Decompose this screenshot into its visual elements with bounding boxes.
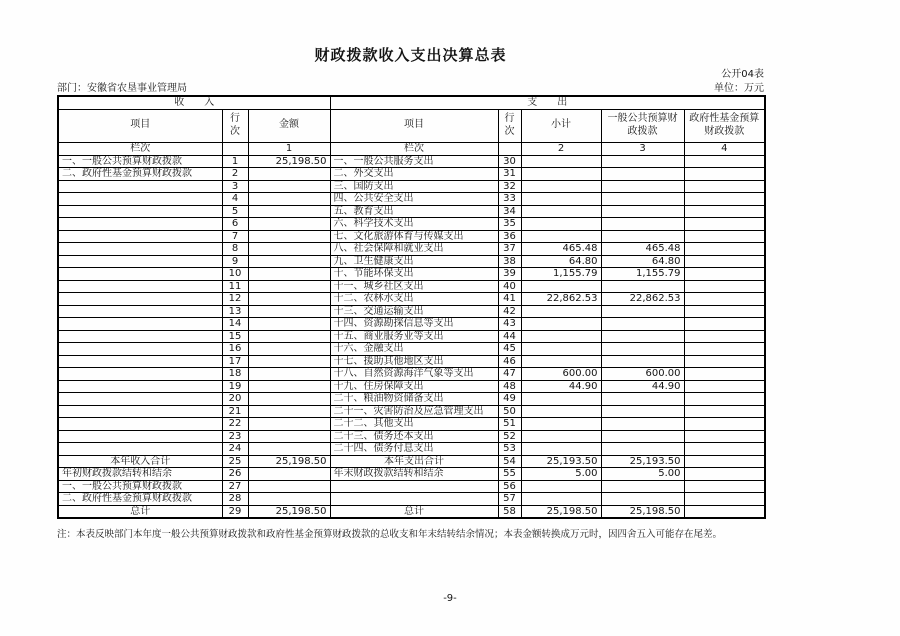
income-item-label	[58, 193, 222, 206]
expense-fund-budget-column-header: 政府性基金预算财政拨款	[684, 109, 765, 142]
table-row	[58, 443, 765, 456]
income-amount: 25,198.50	[248, 455, 330, 468]
income-item-label	[58, 280, 222, 293]
income-line-number: 16	[222, 343, 248, 356]
table-row	[58, 393, 765, 406]
income-amount	[248, 293, 330, 306]
income-amount	[248, 343, 330, 356]
income-item-column-header: 项目	[58, 109, 222, 142]
income-item-label	[58, 443, 222, 456]
income-line-column-header: 行次	[222, 109, 248, 142]
expense-general-budget-amount: 600.00	[601, 368, 684, 381]
income-item-label	[58, 230, 222, 243]
expense-subtotal	[521, 493, 601, 506]
income-amount	[248, 168, 330, 181]
table-row	[58, 343, 765, 356]
income-line-number: 10	[222, 268, 248, 281]
expense-subtotal	[521, 343, 601, 356]
table-header	[58, 96, 765, 155]
table-row	[58, 405, 765, 418]
unit-label: 单位：万元	[714, 83, 764, 94]
expense-line-number: 40	[498, 280, 521, 293]
income-line-number: 23	[222, 430, 248, 443]
expense-general-budget-amount: 465.48	[601, 243, 684, 256]
expense-item-label: 二十二、其他支出	[330, 418, 498, 431]
expense-subtotal	[521, 193, 601, 206]
table-row	[58, 280, 765, 293]
expense-general-budget-amount: 25,198.50	[601, 505, 684, 518]
expense-line-index-blank	[498, 142, 521, 155]
expense-column-index-label: 栏次	[330, 142, 498, 155]
expense-fund-budget-amount	[684, 230, 765, 243]
expense-fund-budget-amount	[684, 443, 765, 456]
expense-fund-budget-amount	[684, 493, 765, 506]
expense-subtotal	[521, 155, 601, 168]
expense-subtotal: 25,193.50	[521, 455, 601, 468]
income-amount: 25,198.50	[248, 505, 330, 518]
expense-line-number: 56	[498, 480, 521, 493]
income-amount	[248, 305, 330, 318]
table-row	[58, 430, 765, 443]
income-item-label	[58, 205, 222, 218]
income-item-label: 年初财政拨款结转和结余	[58, 468, 222, 481]
expense-fund-budget-amount	[684, 455, 765, 468]
expense-line-number: 43	[498, 318, 521, 331]
expense-subtotal	[521, 218, 601, 231]
income-amount	[248, 393, 330, 406]
income-amount	[248, 180, 330, 193]
expense-subtotal	[521, 280, 601, 293]
expense-line-number: 47	[498, 368, 521, 381]
income-amount-column-header: 金额	[248, 109, 330, 142]
expense-item-label: 十五、商业服务业等支出	[330, 330, 498, 343]
expense-fund-budget-amount	[684, 355, 765, 368]
expense-fund-budget-amount	[684, 180, 765, 193]
table-row	[58, 255, 765, 268]
income-line-number: 17	[222, 355, 248, 368]
income-item-label	[58, 268, 222, 281]
expense-general-budget-column-header: 一般公共预算财政拨款	[601, 109, 684, 142]
income-item-label	[58, 355, 222, 368]
income-item-label: 本年收入合计	[58, 455, 222, 468]
income-line-index-blank	[222, 142, 248, 155]
fund-budget-column-index: 4	[684, 142, 765, 155]
income-amount	[248, 380, 330, 393]
expense-item-label: 总计	[330, 505, 498, 518]
income-line-number: 1	[222, 155, 248, 168]
expense-item-label: 四、公共安全支出	[330, 193, 498, 206]
table-row	[58, 193, 765, 206]
expense-subtotal: 1,155.79	[521, 268, 601, 281]
expense-fund-budget-amount	[684, 293, 765, 306]
expense-fund-budget-amount	[684, 418, 765, 431]
expense-item-label	[330, 493, 498, 506]
expense-line-number: 51	[498, 418, 521, 431]
expense-subtotal-column-header: 小计	[521, 109, 601, 142]
income-amount	[248, 405, 330, 418]
income-amount	[248, 255, 330, 268]
expense-fund-budget-amount	[684, 405, 765, 418]
expense-fund-budget-amount	[684, 280, 765, 293]
income-item-label	[58, 243, 222, 256]
subtotal-column-index: 2	[521, 142, 601, 155]
table-row	[58, 480, 765, 493]
expense-general-budget-amount	[601, 343, 684, 356]
income-amount	[248, 430, 330, 443]
income-amount	[248, 268, 330, 281]
budget-table	[57, 95, 766, 519]
expense-fund-budget-amount	[684, 368, 765, 381]
income-amount	[248, 480, 330, 493]
expense-general-budget-amount	[601, 330, 684, 343]
department-label: 部门：安徽省农垦事业管理局	[57, 83, 187, 94]
income-item-label	[58, 343, 222, 356]
expense-item-label: 年末财政拨款结转和结余	[330, 468, 498, 481]
expense-general-budget-amount: 25,193.50	[601, 455, 684, 468]
expense-general-budget-amount: 64.80	[601, 255, 684, 268]
table-row	[58, 180, 765, 193]
income-item-label	[58, 393, 222, 406]
income-amount	[248, 493, 330, 506]
expense-line-number: 33	[498, 193, 521, 206]
table-row	[58, 205, 765, 218]
expense-subtotal: 64.80	[521, 255, 601, 268]
expense-item-column-header: 项目	[330, 109, 498, 142]
income-line-number: 14	[222, 318, 248, 331]
income-line-number: 18	[222, 368, 248, 381]
expense-item-label: 六、科学技术支出	[330, 218, 498, 231]
income-line-number: 8	[222, 243, 248, 256]
income-item-label: 一、一般公共预算财政拨款	[58, 480, 222, 493]
meta-line	[57, 82, 764, 95]
expense-general-budget-amount	[601, 443, 684, 456]
expense-line-number: 31	[498, 168, 521, 181]
expense-line-number: 36	[498, 230, 521, 243]
expense-item-label: 二十一、灾害防治及应急管理支出	[330, 405, 498, 418]
income-item-label	[58, 368, 222, 381]
expense-subtotal	[521, 405, 601, 418]
expense-general-budget-amount	[601, 280, 684, 293]
income-amount	[248, 468, 330, 481]
income-line-number: 9	[222, 255, 248, 268]
table-row	[58, 380, 765, 393]
expense-fund-budget-amount	[684, 243, 765, 256]
expense-general-budget-amount: 5.00	[601, 468, 684, 481]
income-item-label	[58, 305, 222, 318]
income-amount	[248, 230, 330, 243]
expense-subtotal	[521, 355, 601, 368]
expense-fund-budget-amount	[684, 155, 765, 168]
expense-general-budget-amount	[601, 155, 684, 168]
income-line-number: 20	[222, 393, 248, 406]
income-item-label	[58, 330, 222, 343]
table-body	[58, 155, 765, 518]
income-item-label: 二、政府性基金预算财政拨款	[58, 168, 222, 181]
expense-subtotal: 600.00	[521, 368, 601, 381]
income-item-label: 二、政府性基金预算财政拨款	[58, 493, 222, 506]
expense-item-label: 十二、农林水支出	[330, 293, 498, 306]
income-section-header: 收 入	[58, 96, 330, 109]
table-row	[58, 355, 765, 368]
expense-line-number: 55	[498, 468, 521, 481]
expense-subtotal: 44.90	[521, 380, 601, 393]
income-line-number: 11	[222, 280, 248, 293]
expense-line-number: 34	[498, 205, 521, 218]
table-row	[58, 268, 765, 281]
table-row	[58, 305, 765, 318]
income-line-number: 13	[222, 305, 248, 318]
expense-item-label: 二、外交支出	[330, 168, 498, 181]
expense-fund-budget-amount	[684, 505, 765, 518]
income-amount: 25,198.50	[248, 155, 330, 168]
expense-general-budget-amount: 44.90	[601, 380, 684, 393]
income-line-number: 12	[222, 293, 248, 306]
section-header-row	[58, 96, 765, 109]
expense-fund-budget-amount	[684, 255, 765, 268]
expense-subtotal	[521, 480, 601, 493]
expense-general-budget-amount: 1,155.79	[601, 268, 684, 281]
expense-subtotal	[521, 430, 601, 443]
expense-line-number: 39	[498, 268, 521, 281]
expense-fund-budget-amount	[684, 343, 765, 356]
income-amount	[248, 443, 330, 456]
expense-subtotal	[521, 443, 601, 456]
column-index-row	[58, 142, 765, 155]
expense-item-label: 十六、金融支出	[330, 343, 498, 356]
table-row	[58, 418, 765, 431]
table-row	[58, 330, 765, 343]
expense-item-label: 二十四、债务付息支出	[330, 443, 498, 456]
income-line-number: 22	[222, 418, 248, 431]
expense-line-number: 30	[498, 155, 521, 168]
expense-fund-budget-amount	[684, 430, 765, 443]
expense-fund-budget-amount	[684, 468, 765, 481]
expense-line-number: 32	[498, 180, 521, 193]
income-amount	[248, 318, 330, 331]
expense-fund-budget-amount	[684, 330, 765, 343]
income-item-label	[58, 255, 222, 268]
expense-item-label: 十一、城乡社区支出	[330, 280, 498, 293]
table-row	[58, 468, 765, 481]
expense-line-number: 44	[498, 330, 521, 343]
income-line-number: 3	[222, 180, 248, 193]
expense-line-number: 58	[498, 505, 521, 518]
income-item-label	[58, 418, 222, 431]
expense-line-number: 57	[498, 493, 521, 506]
expense-item-label: 三、国防支出	[330, 180, 498, 193]
income-line-number: 15	[222, 330, 248, 343]
income-item-label	[58, 405, 222, 418]
table-row	[58, 230, 765, 243]
expense-item-label: 一、一般公共服务支出	[330, 155, 498, 168]
expense-line-number: 37	[498, 243, 521, 256]
income-item-label	[58, 430, 222, 443]
income-item-label	[58, 218, 222, 231]
expense-line-number: 38	[498, 255, 521, 268]
table-row	[58, 455, 765, 468]
expense-line-number: 52	[498, 430, 521, 443]
expense-general-budget-amount	[601, 318, 684, 331]
expense-item-label: 十四、资源勘探信息等支出	[330, 318, 498, 331]
expense-fund-budget-amount	[684, 193, 765, 206]
general-budget-column-index: 3	[601, 142, 684, 155]
expense-line-column-header: 行次	[498, 109, 521, 142]
expense-subtotal	[521, 168, 601, 181]
expense-fund-budget-amount	[684, 393, 765, 406]
income-amount	[248, 355, 330, 368]
expense-item-label: 本年支出合计	[330, 455, 498, 468]
expense-fund-budget-amount	[684, 480, 765, 493]
expense-general-budget-amount	[601, 405, 684, 418]
expense-general-budget-amount	[601, 493, 684, 506]
expense-line-number: 54	[498, 455, 521, 468]
income-line-number: 25	[222, 455, 248, 468]
expense-subtotal	[521, 393, 601, 406]
expense-subtotal	[521, 230, 601, 243]
table-code-label: 公开04表	[721, 69, 764, 80]
income-line-number: 28	[222, 493, 248, 506]
income-amount	[248, 280, 330, 293]
table-row	[58, 168, 765, 181]
expense-general-budget-amount	[601, 230, 684, 243]
income-amount	[248, 218, 330, 231]
expense-line-number: 50	[498, 405, 521, 418]
expense-fund-budget-amount	[684, 318, 765, 331]
expense-general-budget-amount	[601, 355, 684, 368]
expense-fund-budget-amount	[684, 268, 765, 281]
expense-item-label: 十三、交通运输支出	[330, 305, 498, 318]
income-line-number: 6	[222, 218, 248, 231]
expense-fund-budget-amount	[684, 205, 765, 218]
income-line-number: 24	[222, 443, 248, 456]
expense-line-number: 48	[498, 380, 521, 393]
expense-general-budget-amount	[601, 193, 684, 206]
expense-general-budget-amount: 22,862.53	[601, 293, 684, 306]
table-row	[58, 155, 765, 168]
document-content	[57, 44, 764, 541]
expense-general-budget-amount	[601, 305, 684, 318]
table-row	[58, 493, 765, 506]
table-row	[58, 243, 765, 256]
expense-subtotal: 5.00	[521, 468, 601, 481]
expense-line-number: 45	[498, 343, 521, 356]
expense-item-label: 五、教育支出	[330, 205, 498, 218]
income-item-label	[58, 180, 222, 193]
income-line-number: 29	[222, 505, 248, 518]
expense-general-budget-amount	[601, 430, 684, 443]
income-line-number: 2	[222, 168, 248, 181]
income-amount	[248, 205, 330, 218]
expense-line-number: 42	[498, 305, 521, 318]
expense-item-label: 七、文化旅游体育与传媒支出	[330, 230, 498, 243]
income-line-number: 19	[222, 380, 248, 393]
expense-subtotal	[521, 330, 601, 343]
expense-subtotal: 22,862.53	[521, 293, 601, 306]
table-row	[58, 293, 765, 306]
expense-item-label: 十、节能环保支出	[330, 268, 498, 281]
income-line-number: 4	[222, 193, 248, 206]
expense-item-label: 十八、自然资源海洋气象等支出	[330, 368, 498, 381]
expense-general-budget-amount	[601, 180, 684, 193]
expense-subtotal: 465.48	[521, 243, 601, 256]
income-column-index-label: 栏次	[58, 142, 222, 155]
expense-subtotal	[521, 418, 601, 431]
expense-item-label: 八、社会保障和就业支出	[330, 243, 498, 256]
expense-line-number: 53	[498, 443, 521, 456]
expense-subtotal	[521, 318, 601, 331]
column-header-row	[58, 109, 765, 142]
expense-item-label: 十九、住房保障支出	[330, 380, 498, 393]
expense-subtotal	[521, 205, 601, 218]
expense-item-label: 九、卫生健康支出	[330, 255, 498, 268]
expense-item-label: 十七、援助其他地区支出	[330, 355, 498, 368]
expense-fund-budget-amount	[684, 168, 765, 181]
income-line-number: 27	[222, 480, 248, 493]
income-amount	[248, 330, 330, 343]
expense-general-budget-amount	[601, 393, 684, 406]
expense-section-header: 支 出	[330, 96, 765, 109]
income-line-number: 26	[222, 468, 248, 481]
footnote: 注：本表反映部门本年度一般公共预算财政拨款和政府性基金预算财政拨款的总收支和年末结转结余情况；本表金额转换成万元时，因四舍五入可能存在尾差。	[57, 529, 723, 540]
income-line-number: 7	[222, 230, 248, 243]
page-number: -9-	[443, 593, 457, 604]
income-amount	[248, 368, 330, 381]
table-row	[58, 368, 765, 381]
expense-fund-budget-amount	[684, 305, 765, 318]
table-row	[58, 218, 765, 231]
expense-general-budget-amount	[601, 480, 684, 493]
expense-subtotal	[521, 305, 601, 318]
table-row	[58, 505, 765, 518]
expense-general-budget-amount	[601, 205, 684, 218]
document-title: 财政拨款收入支出决算总表	[314, 46, 507, 64]
expense-general-budget-amount	[601, 218, 684, 231]
income-line-number: 5	[222, 205, 248, 218]
expense-line-number: 41	[498, 293, 521, 306]
table-row	[58, 318, 765, 331]
expense-fund-budget-amount	[684, 218, 765, 231]
expense-general-budget-amount	[601, 418, 684, 431]
income-item-label: 一、一般公共预算财政拨款	[58, 155, 222, 168]
expense-fund-budget-amount	[684, 380, 765, 393]
expense-line-number: 49	[498, 393, 521, 406]
income-item-label	[58, 318, 222, 331]
expense-general-budget-amount	[601, 168, 684, 181]
expense-line-number: 35	[498, 218, 521, 231]
amount-column-index: 1	[248, 142, 330, 155]
income-amount	[248, 193, 330, 206]
income-amount	[248, 243, 330, 256]
expense-subtotal	[521, 180, 601, 193]
expense-subtotal: 25,198.50	[521, 505, 601, 518]
expense-line-number: 46	[498, 355, 521, 368]
income-line-number: 21	[222, 405, 248, 418]
expense-item-label: 二十三、债务还本支出	[330, 430, 498, 443]
income-item-label	[58, 380, 222, 393]
income-item-label: 总计	[58, 505, 222, 518]
income-amount	[248, 418, 330, 431]
expense-item-label	[330, 480, 498, 493]
expense-item-label: 二十、粮油物资储备支出	[330, 393, 498, 406]
income-item-label	[58, 293, 222, 306]
